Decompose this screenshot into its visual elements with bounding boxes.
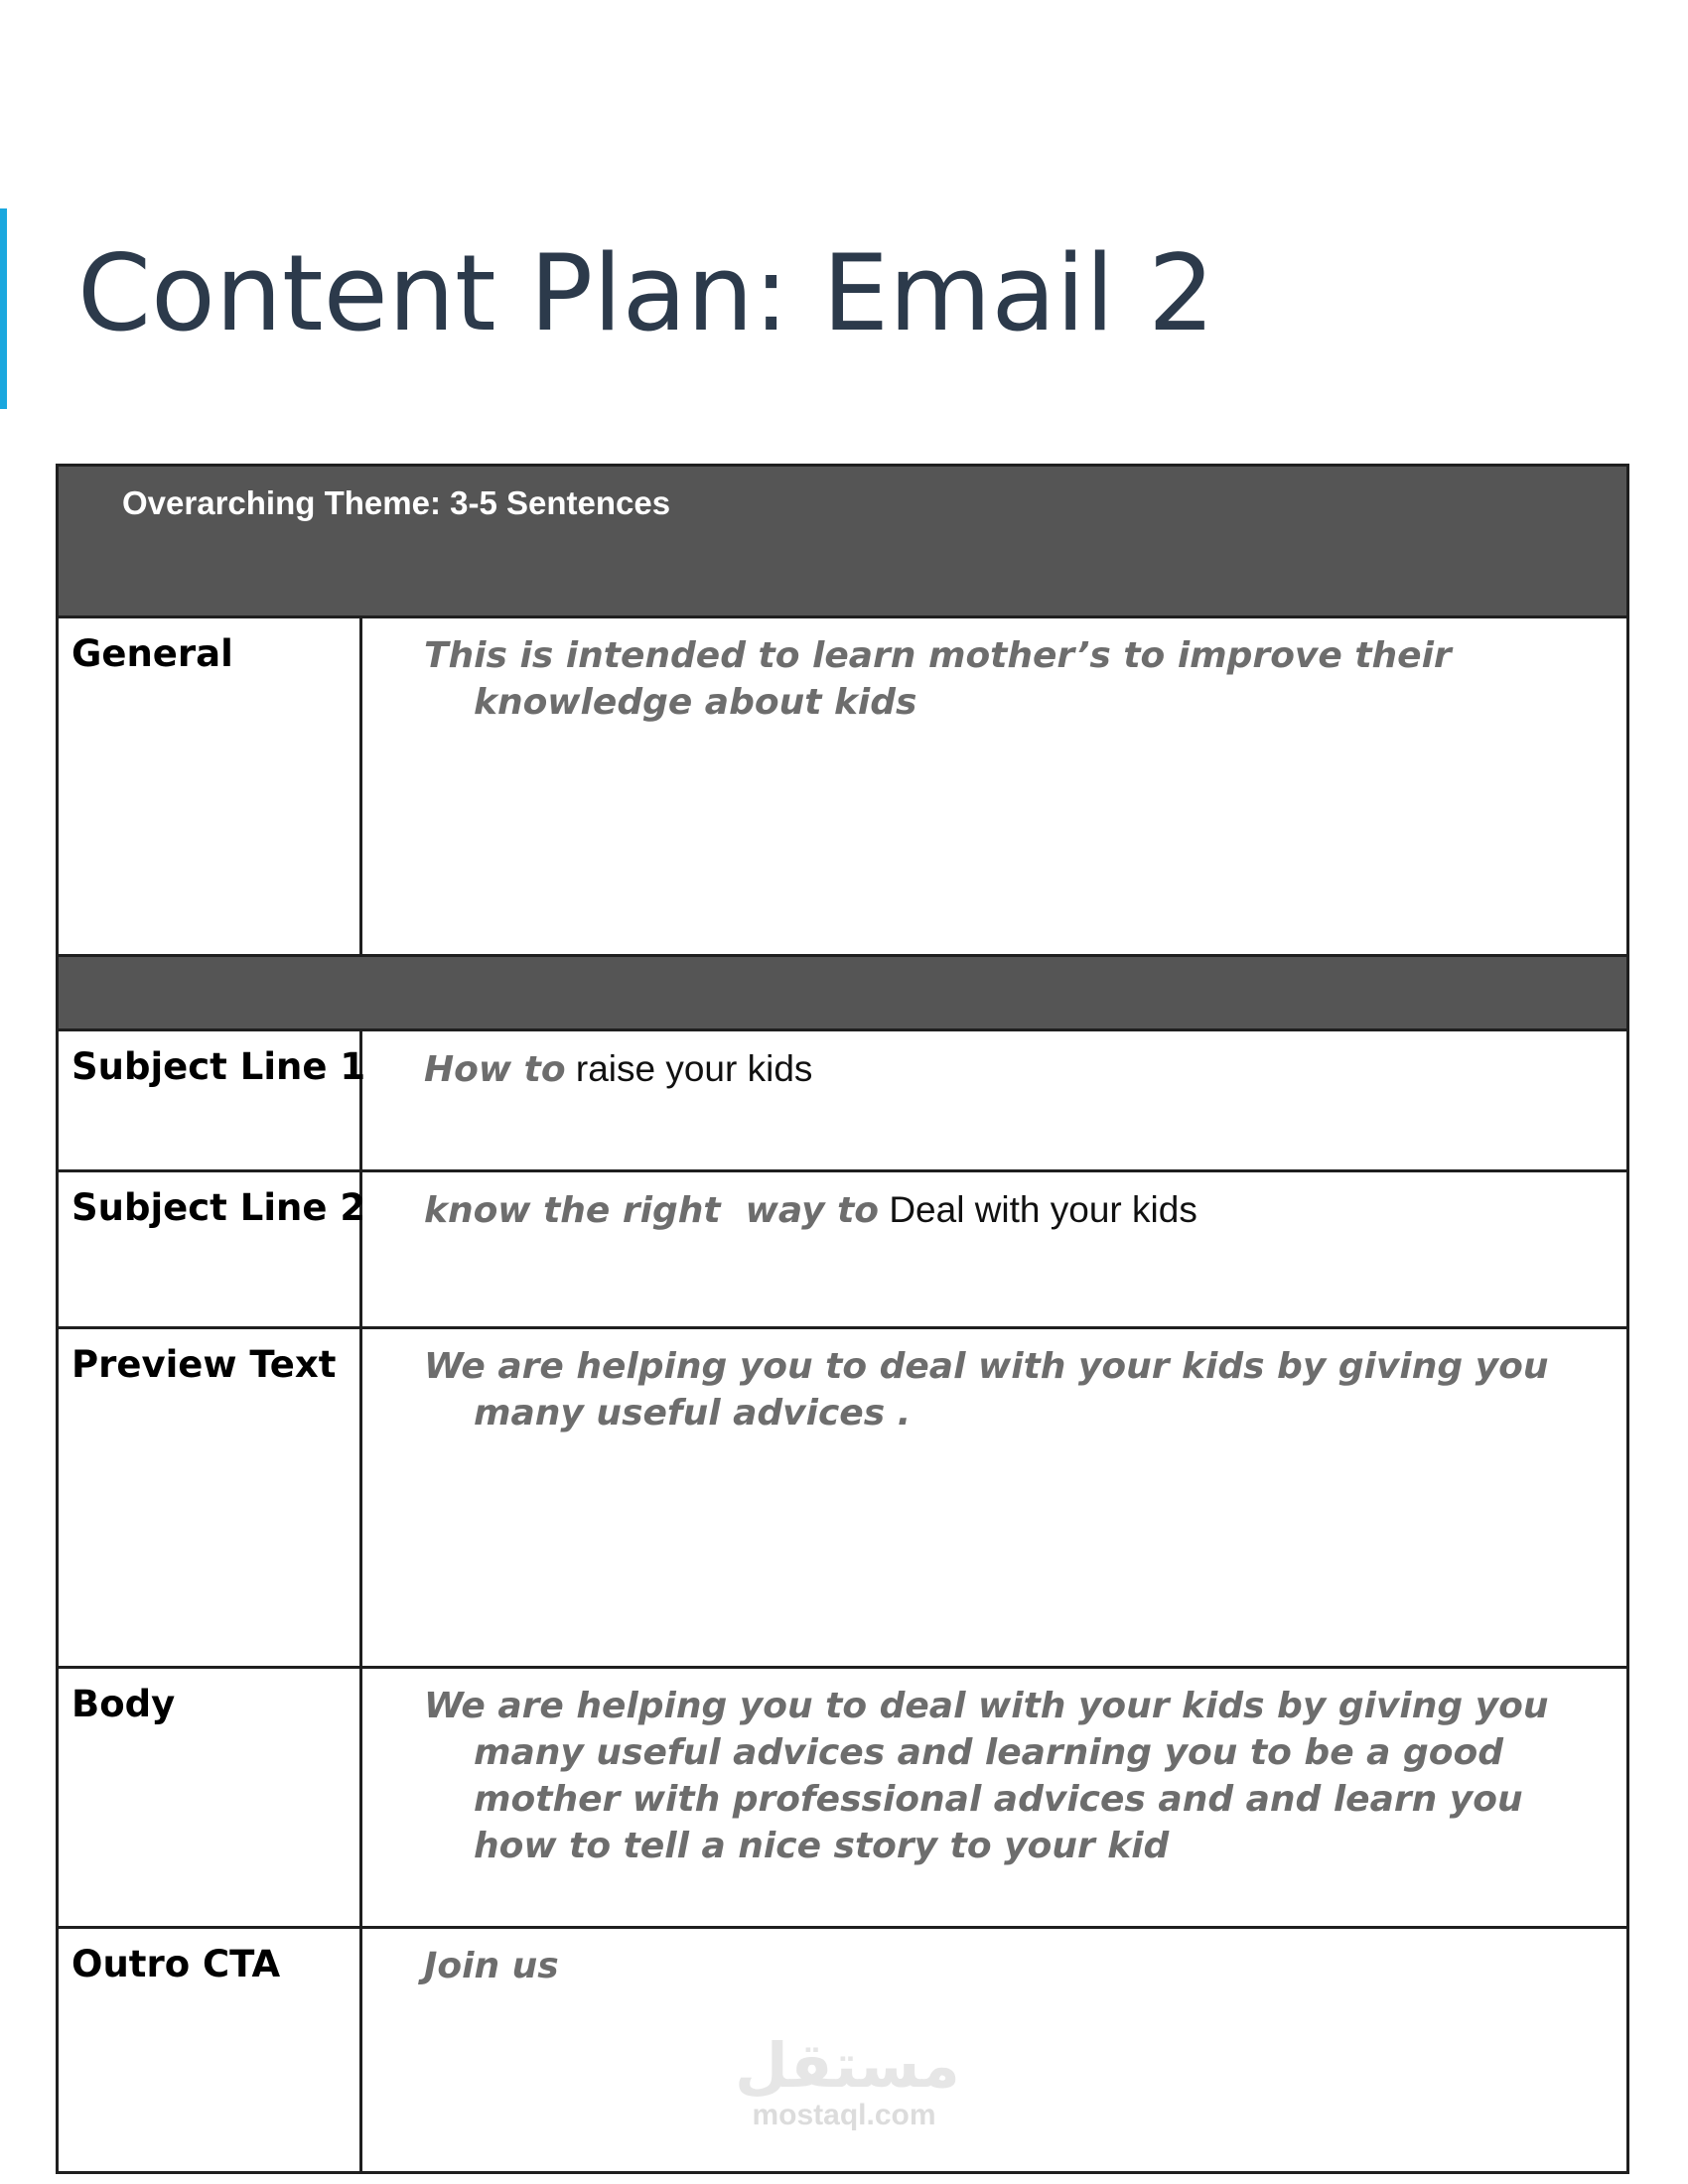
row-content-cell (361, 1030, 1628, 1171)
row-label-cell (58, 1030, 366, 1171)
row-label-cell (58, 1171, 366, 1328)
row-label-cell (58, 1928, 361, 2173)
row-label-cell (58, 617, 361, 956)
row-content-cell (361, 1668, 1628, 1928)
subject-line-1-content (362, 1031, 1626, 1093)
page-title: Content Plan: Email 2 (77, 232, 1215, 354)
body-content: We are helping you to deal with your kids by giving you many useful advices and learning you to be a good mother with professional advices and and learn you how to tell a nice story to your kid (424, 1686, 1549, 1866)
table-row-preview-text (58, 1328, 1628, 1668)
table-header-row (58, 466, 1628, 617)
subject-line-2-italic-text: know the right way to (424, 1190, 880, 1231)
row-content-cell (361, 1171, 1628, 1328)
table-row-outro-cta (58, 1928, 1628, 2173)
overarching-theme-heading: Overarching Theme: 3-5 Sentences (122, 484, 671, 521)
row-label-outro-cta: Outro CTA (71, 1943, 281, 1985)
table-divider-row (58, 956, 1628, 1030)
general-content: This is intended to learn mother’s to improve their knowledge about kids (424, 635, 1452, 723)
preview-text-content: We are helping you to deal with your kids by giving you many useful advices . (424, 1346, 1549, 1433)
table-row-body (58, 1668, 1628, 1928)
row-label-subject-line-1: Subject Line 1 (71, 1045, 366, 1088)
row-content-cell (361, 617, 1628, 956)
table-divider-cell (58, 956, 1628, 1030)
subject-line-1-plain-text: raise your kids (565, 1048, 813, 1089)
row-label-cell (58, 1668, 361, 1928)
table-row-general (58, 617, 1628, 956)
table-row-subject-line-2 (58, 1171, 1628, 1328)
watermark-arabic-text: مستقل (735, 2029, 960, 2102)
title-accent-bar (0, 208, 7, 409)
row-content-cell (361, 1928, 1628, 2173)
row-label-preview-text: Preview Text (71, 1343, 337, 1386)
table-header-cell (58, 466, 1628, 617)
row-label-cell (58, 1328, 361, 1668)
row-label-body: Body (71, 1683, 176, 1725)
row-content-cell (361, 1328, 1628, 1668)
content-plan-table (56, 464, 1629, 2174)
outro-cta-content: Join us (424, 1946, 559, 1986)
subject-line-2-plain-text: Deal with your kids (879, 1189, 1197, 1230)
row-label-subject-line-2: Subject Line 2 (71, 1186, 366, 1229)
row-label-general: General (71, 632, 233, 675)
subject-line-1-italic-text: How to (424, 1049, 566, 1090)
table-row-subject-line-1 (58, 1030, 1628, 1171)
watermark-latin-text: mostaql.com (752, 2099, 936, 2131)
subject-line-2-content (362, 1172, 1626, 1234)
